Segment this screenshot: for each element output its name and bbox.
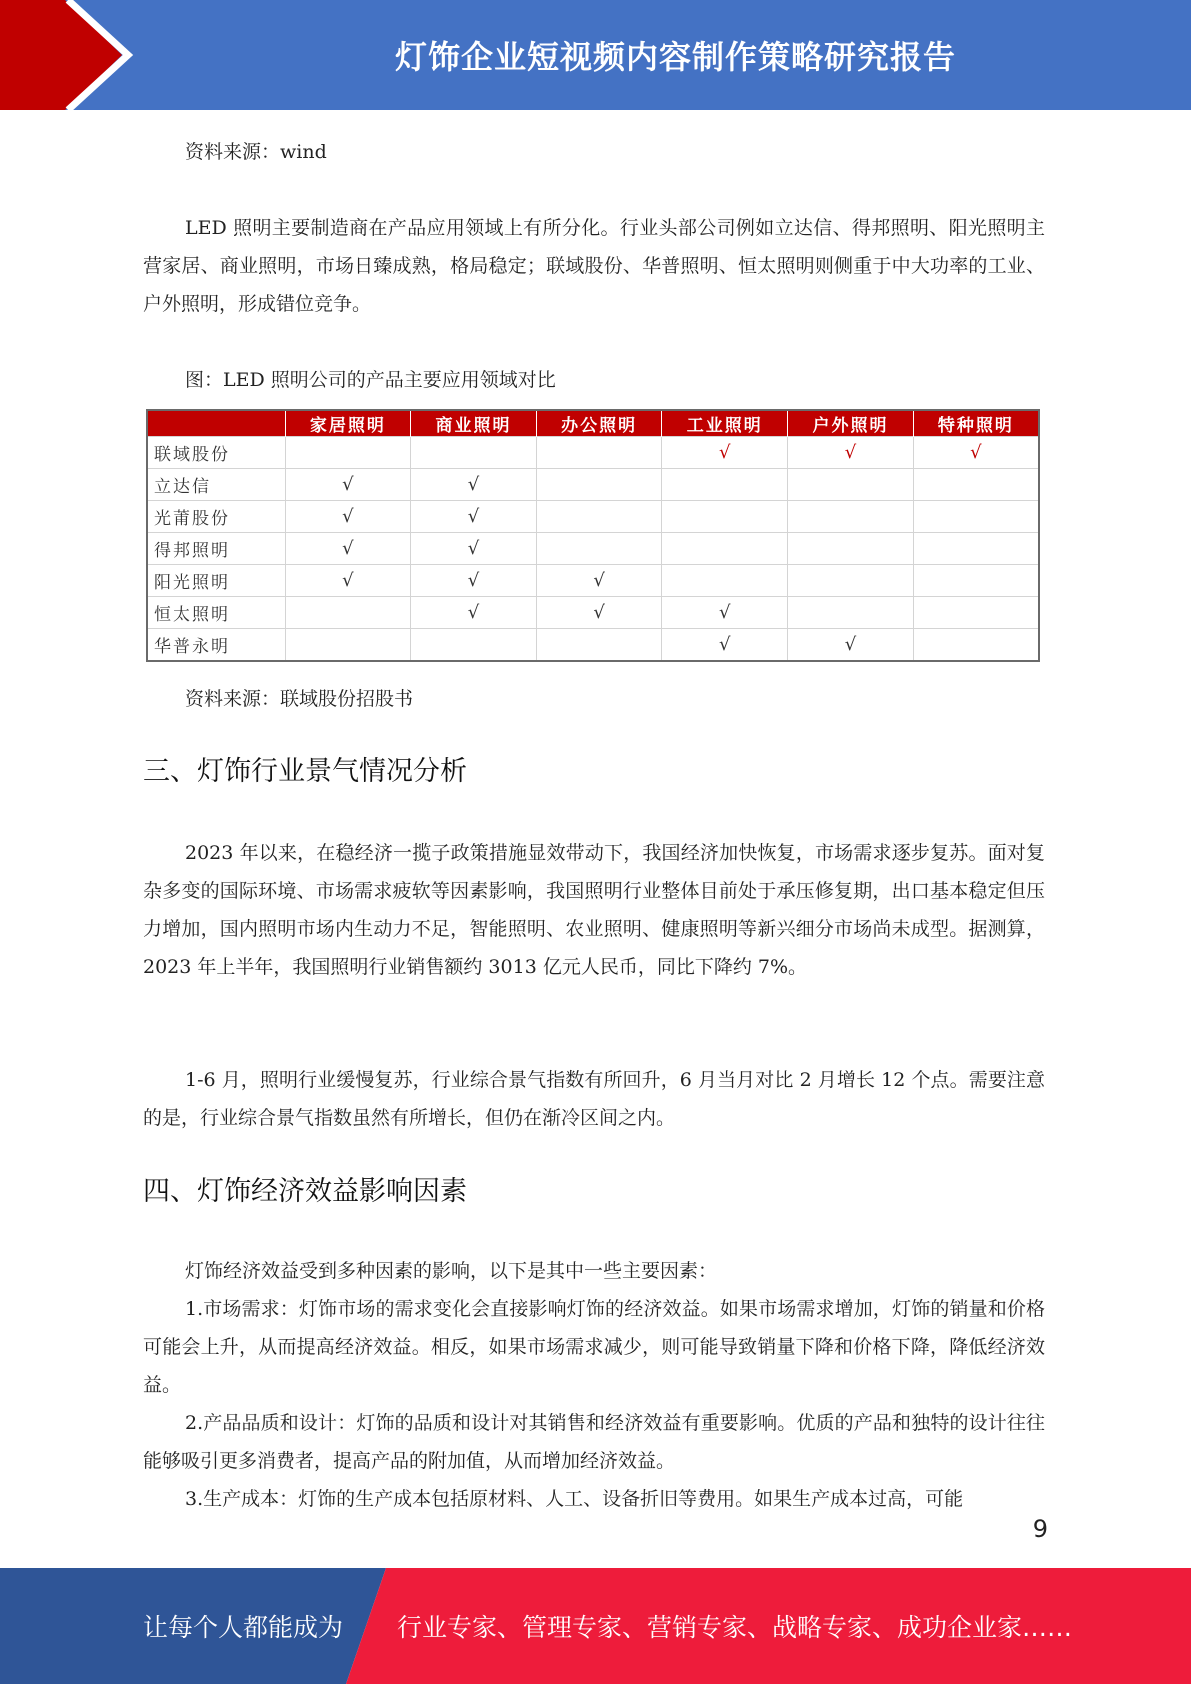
source-note-wind: 资料来源：wind [185, 141, 327, 163]
company-name-cell: 华普永明 [147, 629, 285, 662]
check-cell [788, 533, 914, 565]
source-note-prospectus: 资料来源：联域股份招股书 [185, 688, 414, 710]
check-cell [285, 437, 411, 469]
check-cell [411, 629, 537, 662]
check-cell: √ [662, 597, 788, 629]
table-header-cell: 办公照明 [536, 410, 662, 437]
check-cell [411, 437, 537, 469]
application-comparison-table [146, 409, 1040, 662]
footer-slogan-right: 行业专家、管理专家、营销专家、战略专家、成功企业家…… [397, 1613, 1073, 1642]
check-cell [662, 501, 788, 533]
check-cell [913, 501, 1039, 533]
check-cell: √ [411, 469, 537, 501]
check-cell [913, 565, 1039, 597]
table-row [147, 597, 1039, 629]
paragraph-quality-design: 2.产品品质和设计：灯饰的品质和设计对其销售和经济效益有重要影响。优质的产品和独特的设计往往能够吸引更多消费者，提高产品的附加值，从而增加经济效益。 [143, 1412, 1045, 1472]
check-cell [788, 501, 914, 533]
company-name-cell: 阳光照明 [147, 565, 285, 597]
figure-caption: 图：LED 照明公司的产品主要应用领域对比 [185, 369, 556, 391]
check-cell [662, 565, 788, 597]
check-cell: √ [411, 533, 537, 565]
check-cell [285, 597, 411, 629]
check-cell: √ [536, 565, 662, 597]
check-cell: √ [662, 437, 788, 469]
table-header-cell [147, 410, 285, 437]
page-header [0, 0, 1191, 110]
paragraph-factors-intro: 灯饰经济效益受到多种因素的影响，以下是其中一些主要因素： [185, 1260, 718, 1282]
check-cell [913, 533, 1039, 565]
check-cell [788, 469, 914, 501]
footer-slogan-left: 让每个人都能成为 [143, 1613, 344, 1642]
check-cell [285, 629, 411, 662]
check-cell: √ [285, 469, 411, 501]
table-header-cell: 家居照明 [285, 410, 411, 437]
paragraph-climate-index: 1-6 月，照明行业缓慢复苏，行业综合景气指数有所回升，6 月当月对比 2 月增长 12 个点。需要注意的是，行业综合景气指数虽然有所增长，但仍在渐冷区间之内。 [143, 1069, 1045, 1129]
check-cell: √ [411, 565, 537, 597]
check-cell: √ [536, 597, 662, 629]
check-cell: √ [411, 597, 537, 629]
page-number: 9 [1032, 1515, 1048, 1543]
table-row [147, 533, 1039, 565]
company-name-cell: 联域股份 [147, 437, 285, 469]
company-name-cell: 光莆股份 [147, 501, 285, 533]
check-cell [536, 629, 662, 662]
section-heading-3: 三、灯饰行业景气情况分析 [143, 756, 467, 787]
table-row [147, 501, 1039, 533]
table-header-row [147, 410, 1039, 437]
check-cell [913, 469, 1039, 501]
table-header-cell: 特种照明 [913, 410, 1039, 437]
table-header-cell: 工业照明 [662, 410, 788, 437]
table-header-cell: 商业照明 [411, 410, 537, 437]
table-row [147, 629, 1039, 662]
check-cell [788, 565, 914, 597]
paragraph-market-demand: 1.市场需求：灯饰市场的需求变化会直接影响灯饰的经济效益。如果市场需求增加，灯饰的销量和价格可能会上升，从而提高经济效益。相反，如果市场需求减少，则可能导致销量下降和价格下降，降低经济效益。 [143, 1298, 1045, 1396]
paragraph-production-cost: 3.生产成本：灯饰的生产成本包括原材料、人工、设备折旧等费用。如果生产成本过高，可能 [185, 1488, 964, 1510]
check-cell: √ [285, 533, 411, 565]
paragraph-industry-climate: 2023 年以来，在稳经济一揽子政策措施显效带动下，我国经济加快恢复，市场需求逐步复苏。面对复杂多变的国际环境、市场需求疲软等因素影响，我国照明行业整体目前处于承压修复期，出口基本稳定但压力增加，国内照明市场内生动力不足，智能照明、农业照明、健康照明等新兴细分市场尚未成型。据测算，2023 年上半年，我国照明行业销售额约 3013 亿元人民币，同比下降约 7%。 [143, 842, 1045, 978]
check-cell [536, 533, 662, 565]
company-name-cell: 恒太照明 [147, 597, 285, 629]
table-row [147, 469, 1039, 501]
check-cell [913, 597, 1039, 629]
page-footer [0, 1568, 1191, 1684]
check-cell [536, 501, 662, 533]
check-cell: √ [285, 565, 411, 597]
check-cell [662, 469, 788, 501]
company-name-cell: 立达信 [147, 469, 285, 501]
check-cell: √ [662, 629, 788, 662]
table-row [147, 437, 1039, 469]
check-cell: √ [788, 437, 914, 469]
section-heading-4: 四、灯饰经济效益影响因素 [143, 1176, 467, 1207]
check-cell [788, 597, 914, 629]
check-cell [913, 629, 1039, 662]
table-header-cell: 户外照明 [788, 410, 914, 437]
company-name-cell: 得邦照明 [147, 533, 285, 565]
check-cell [662, 533, 788, 565]
report-title: 灯饰企业短视频内容制作策略研究报告 [394, 38, 956, 76]
paragraph-led-manufacturers: LED 照明主要制造商在产品应用领域上有所分化。行业头部公司例如立达信、得邦照明、阳光照明主营家居、商业照明，市场日臻成熟，格局稳定；联域股份、华普照明、恒太照明则侧重于中大功率的工业、户外照明，形成错位竞争。 [143, 217, 1045, 315]
check-cell: √ [788, 629, 914, 662]
check-cell [536, 437, 662, 469]
header-arrow-decoration [0, 0, 160, 110]
check-cell: √ [913, 437, 1039, 469]
table-row [147, 565, 1039, 597]
check-cell: √ [285, 501, 411, 533]
check-cell: √ [411, 501, 537, 533]
check-cell [536, 469, 662, 501]
